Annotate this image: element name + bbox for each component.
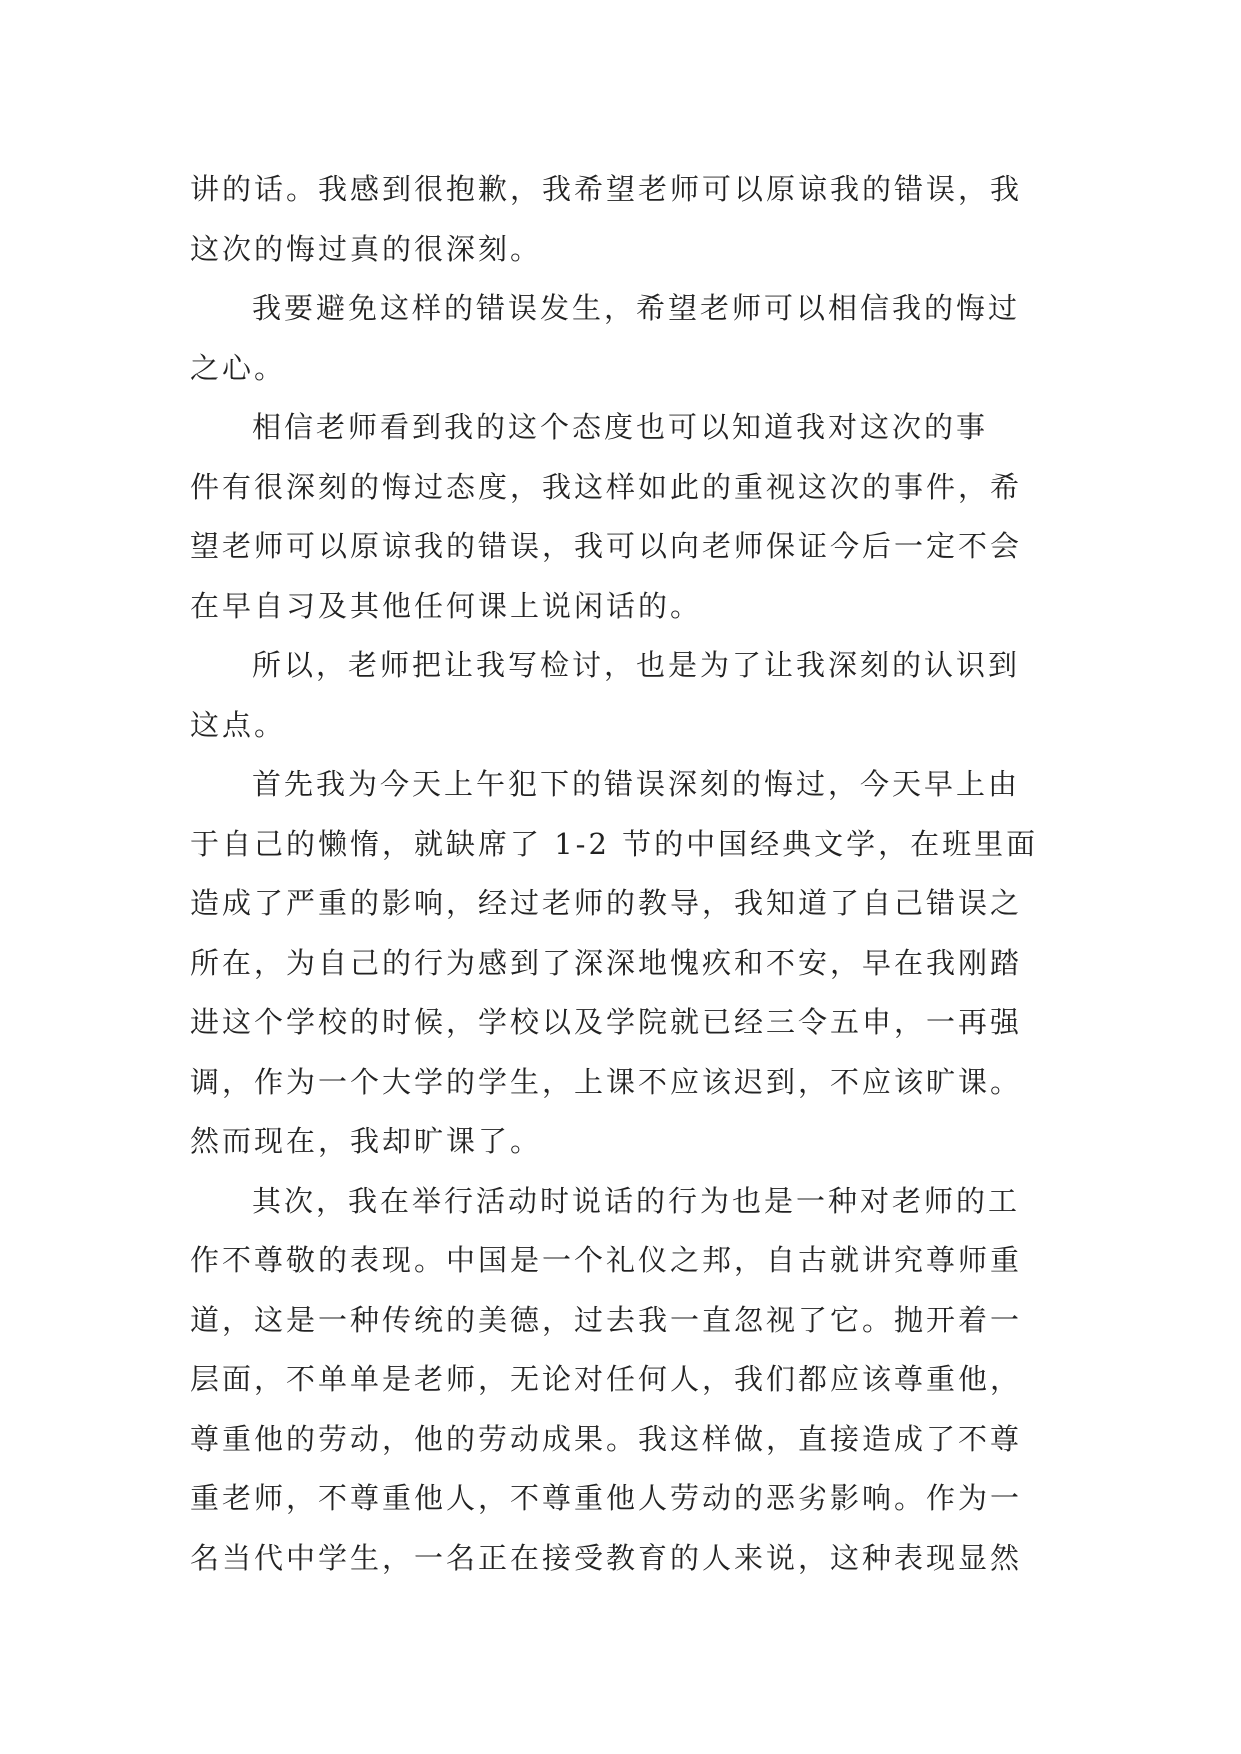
text-line: 讲的话。我感到很抱歉，我希望老师可以原谅我的错误，我 — [190, 172, 1023, 206]
text-line: 层面，不单单是老师，无论对任何人，我们都应该尊重他， — [190, 1362, 1023, 1396]
text-line: 这点。 — [190, 707, 287, 742]
text-line: 之心。 — [190, 350, 287, 385]
text-line: 望老师可以原谅我的错误，我可以向老师保证今后一定不会 — [190, 529, 1023, 563]
text-line: 尊重他的劳动，他的劳动成果。我这样做，直接造成了不尊 — [190, 1421, 1023, 1456]
paragraph — [190, 636, 1070, 755]
document-body — [190, 160, 1070, 1588]
text-line: 所以，老师把让我写检讨，也是为了让我深刻的认识到 — [252, 648, 1021, 682]
text-line: 然而现在，我却旷课了。 — [190, 1124, 543, 1158]
text-line: 件有很深刻的悔过态度，我这样如此的重视这次的事件，希 — [190, 469, 1023, 504]
text-line: 于自己的懒惰，就缺席了 1-2 节的中国经典文学，在班里面 — [190, 826, 1039, 861]
text-line: 所在，为自己的行为感到了深深地愧疚和不安，早在我刚踏 — [190, 945, 1023, 980]
text-line: 调，作为一个大学的学生，上课不应该迟到，不应该旷课。 — [190, 1064, 1023, 1099]
text-line: 造成了严重的影响，经过老师的教导，我知道了自己错误之 — [190, 886, 1023, 920]
paragraph — [190, 755, 1070, 1172]
paragraph — [190, 160, 1070, 279]
text-line: 相信老师看到我的这个态度也可以知道我对这次的事 — [252, 410, 989, 444]
paragraph — [190, 279, 1070, 398]
text-line: 道，这是一种传统的美德，过去我一直忽视了它。抛开着一 — [190, 1302, 1023, 1337]
text-line: 其次，我在举行活动时说话的行为也是一种对老师的工 — [252, 1183, 1021, 1218]
text-line: 重老师，不尊重他人，不尊重他人劳动的恶劣影响。作为一 — [190, 1481, 1023, 1515]
text-line: 在早自习及其他任何课上说闲话的。 — [190, 588, 703, 623]
text-line: 进这个学校的时候，学校以及学院就已经三令五申，一再强 — [190, 1005, 1023, 1039]
text-line: 我要避免这样的错误发生，希望老师可以相信我的悔过 — [252, 291, 1021, 325]
paragraph — [190, 398, 1070, 636]
paragraph — [190, 1172, 1070, 1589]
text-line: 首先我为今天上午犯下的错误深刻的悔过，今天早上由 — [252, 767, 1021, 801]
text-line: 作不尊敬的表现。中国是一个礼仪之邦，自古就讲究尊师重 — [190, 1243, 1023, 1277]
text-line: 这次的悔过真的很深刻。 — [190, 231, 543, 266]
text-line: 名当代中学生，一名正在接受教育的人来说，这种表现显然 — [190, 1540, 1023, 1575]
